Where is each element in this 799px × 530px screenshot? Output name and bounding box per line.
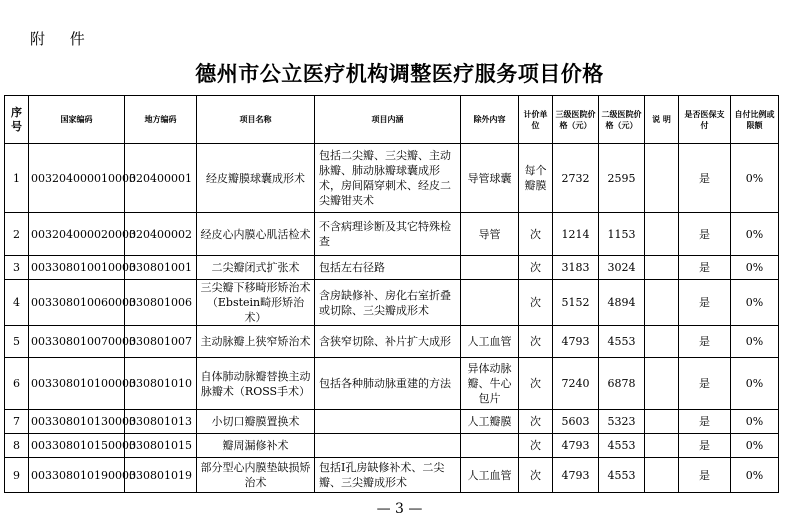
cell-self-pay: 0% — [731, 434, 779, 458]
table-row — [5, 410, 779, 434]
cell-item-content: 含狭窄切除、补片扩大成形 — [315, 326, 461, 358]
cell-national-code: 003308010010000 — [29, 256, 125, 280]
cell-insured: 是 — [679, 410, 731, 434]
cell-note — [645, 434, 679, 458]
table-row — [5, 326, 779, 358]
cell-insured: 是 — [679, 256, 731, 280]
col-header-note: 说 明 — [645, 96, 679, 144]
cell-self-pay: 0% — [731, 144, 779, 213]
table-row — [5, 458, 779, 493]
cell-unit: 次 — [519, 256, 553, 280]
cell-excluded: 导管球囊 — [461, 144, 519, 213]
cell-excluded: 人工血管 — [461, 326, 519, 358]
cell-excluded: 异体动脉瓣、牛心包片 — [461, 358, 519, 410]
cell-self-pay: 0% — [731, 358, 779, 410]
cell-national-code: 003204000010000 — [29, 144, 125, 213]
cell-seq: 2 — [5, 213, 29, 256]
cell-self-pay: 0% — [731, 326, 779, 358]
cell-price-level2: 4894 — [599, 280, 645, 326]
cell-insured: 是 — [679, 458, 731, 493]
cell-excluded: 导管 — [461, 213, 519, 256]
cell-self-pay: 0% — [731, 458, 779, 493]
cell-item-content: 包括各种肺动脉重建的方法 — [315, 358, 461, 410]
cell-item-name: 经皮心内膜心肌活检术 — [197, 213, 315, 256]
cell-item-name: 小切口瓣膜置换术 — [197, 410, 315, 434]
col-header-national-code: 国家编码 — [29, 96, 125, 144]
cell-price-level3: 4793 — [553, 458, 599, 493]
cell-unit: 次 — [519, 358, 553, 410]
cell-item-name: 主动脉瓣上狭窄矫治术 — [197, 326, 315, 358]
cell-price-level2: 4553 — [599, 326, 645, 358]
cell-price-level2: 6878 — [599, 358, 645, 410]
cell-price-level2: 1153 — [599, 213, 645, 256]
cell-item-name: 三尖瓣下移畸形矫治术（Ebstein畸形矫治术） — [197, 280, 315, 326]
col-header-unit: 计价单位 — [519, 96, 553, 144]
cell-unit: 次 — [519, 326, 553, 358]
cell-item-name: 瓣周漏修补术 — [197, 434, 315, 458]
cell-local-code: 320400001 — [125, 144, 197, 213]
cell-unit: 次 — [519, 458, 553, 493]
cell-local-code: 330801001 — [125, 256, 197, 280]
cell-note — [645, 358, 679, 410]
col-header-price-level2: 二级医院价格（元） — [599, 96, 645, 144]
cell-note — [645, 410, 679, 434]
page-number: — 3 — — [376, 501, 423, 517]
cell-note — [645, 256, 679, 280]
cell-price-level3: 4793 — [553, 326, 599, 358]
cell-item-name: 经皮瓣膜球囊成形术 — [197, 144, 315, 213]
cell-seq: 7 — [5, 410, 29, 434]
cell-price-level2: 5323 — [599, 410, 645, 434]
cell-price-level2: 4553 — [599, 434, 645, 458]
cell-seq: 5 — [5, 326, 29, 358]
col-header-item-content: 项目内涵 — [315, 96, 461, 144]
cell-price-level2: 3024 — [599, 256, 645, 280]
cell-national-code: 003308010060000 — [29, 280, 125, 326]
cell-national-code: 003308010190000 — [29, 458, 125, 493]
cell-seq: 1 — [5, 144, 29, 213]
cell-note — [645, 144, 679, 213]
cell-national-code: 003308010150000 — [29, 434, 125, 458]
cell-insured: 是 — [679, 144, 731, 213]
cell-self-pay: 0% — [731, 280, 779, 326]
cell-unit: 次 — [519, 410, 553, 434]
cell-seq: 6 — [5, 358, 29, 410]
cell-note — [645, 458, 679, 493]
cell-note — [645, 326, 679, 358]
cell-unit: 次 — [519, 434, 553, 458]
table-row — [5, 280, 779, 326]
cell-note — [645, 213, 679, 256]
cell-item-name: 自体肺动脉瓣替换主动脉瓣术（ROSS手术） — [197, 358, 315, 410]
price-table — [4, 95, 779, 493]
cell-insured: 是 — [679, 280, 731, 326]
cell-excluded — [461, 434, 519, 458]
page-title: 德州市公立医疗机构调整医疗服务项目价格 — [195, 62, 604, 86]
cell-item-content: 包括二尖瓣、三尖瓣、主动脉瓣、肺动脉瓣球囊成形术，房间隔穿刺术、经皮二尖瓣钳夹术 — [315, 144, 461, 213]
table-row — [5, 256, 779, 280]
cell-item-name: 部分型心内膜垫缺损矫治术 — [197, 458, 315, 493]
cell-unit: 次 — [519, 213, 553, 256]
cell-local-code: 330801006 — [125, 280, 197, 326]
cell-insured: 是 — [679, 213, 731, 256]
cell-item-content: 不含病理诊断及其它特殊检查 — [315, 213, 461, 256]
cell-seq: 8 — [5, 434, 29, 458]
cell-price-level2: 2595 — [599, 144, 645, 213]
header-row — [5, 96, 779, 144]
cell-national-code: 003308010100000 — [29, 358, 125, 410]
cell-price-level3: 7240 — [553, 358, 599, 410]
cell-seq: 4 — [5, 280, 29, 326]
cell-unit: 每个瓣膜 — [519, 144, 553, 213]
cell-price-level3: 1214 — [553, 213, 599, 256]
cell-note — [645, 280, 679, 326]
cell-self-pay: 0% — [731, 410, 779, 434]
col-header-item-name: 项目名称 — [197, 96, 315, 144]
table-row — [5, 213, 779, 256]
cell-item-content: 含房缺修补、房化右室折叠或切除、三尖瓣成形术 — [315, 280, 461, 326]
cell-price-level3: 2732 — [553, 144, 599, 213]
cell-local-code: 330801010 — [125, 358, 197, 410]
col-header-price-level3: 三级医院价格（元） — [553, 96, 599, 144]
cell-item-content: 包括左右径路 — [315, 256, 461, 280]
col-header-insured: 是否医保支付 — [679, 96, 731, 144]
col-header-self-pay: 自付比例或限额 — [731, 96, 779, 144]
cell-seq: 3 — [5, 256, 29, 280]
cell-price-level2: 4553 — [599, 458, 645, 493]
cell-excluded — [461, 280, 519, 326]
cell-insured: 是 — [679, 326, 731, 358]
cell-item-content: 包括I孔房缺修补术、二尖瓣、三尖瓣成形术 — [315, 458, 461, 493]
col-header-local-code: 地方编码 — [125, 96, 197, 144]
attachment-label: 附 件 — [30, 30, 95, 48]
table-row — [5, 144, 779, 213]
cell-excluded: 人工血管 — [461, 458, 519, 493]
cell-unit: 次 — [519, 280, 553, 326]
col-header-seq: 序号 — [5, 96, 29, 144]
cell-insured: 是 — [679, 434, 731, 458]
col-header-excluded: 除外内容 — [461, 96, 519, 144]
cell-local-code: 330801007 — [125, 326, 197, 358]
cell-local-code: 320400002 — [125, 213, 197, 256]
cell-price-level3: 3183 — [553, 256, 599, 280]
cell-local-code: 330801015 — [125, 434, 197, 458]
cell-excluded: 人工瓣膜 — [461, 410, 519, 434]
table-row — [5, 434, 779, 458]
cell-excluded — [461, 256, 519, 280]
cell-local-code: 330801013 — [125, 410, 197, 434]
cell-insured: 是 — [679, 358, 731, 410]
cell-price-level3: 5152 — [553, 280, 599, 326]
cell-national-code: 003204000020000 — [29, 213, 125, 256]
cell-national-code: 003308010130000 — [29, 410, 125, 434]
cell-self-pay: 0% — [731, 213, 779, 256]
cell-self-pay: 0% — [731, 256, 779, 280]
cell-price-level3: 5603 — [553, 410, 599, 434]
table-row — [5, 358, 779, 410]
cell-item-content — [315, 410, 461, 434]
cell-seq: 9 — [5, 458, 29, 493]
cell-price-level3: 4793 — [553, 434, 599, 458]
cell-item-name: 二尖瓣闭式扩张术 — [197, 256, 315, 280]
cell-item-content — [315, 434, 461, 458]
cell-national-code: 003308010070000 — [29, 326, 125, 358]
cell-local-code: 330801019 — [125, 458, 197, 493]
